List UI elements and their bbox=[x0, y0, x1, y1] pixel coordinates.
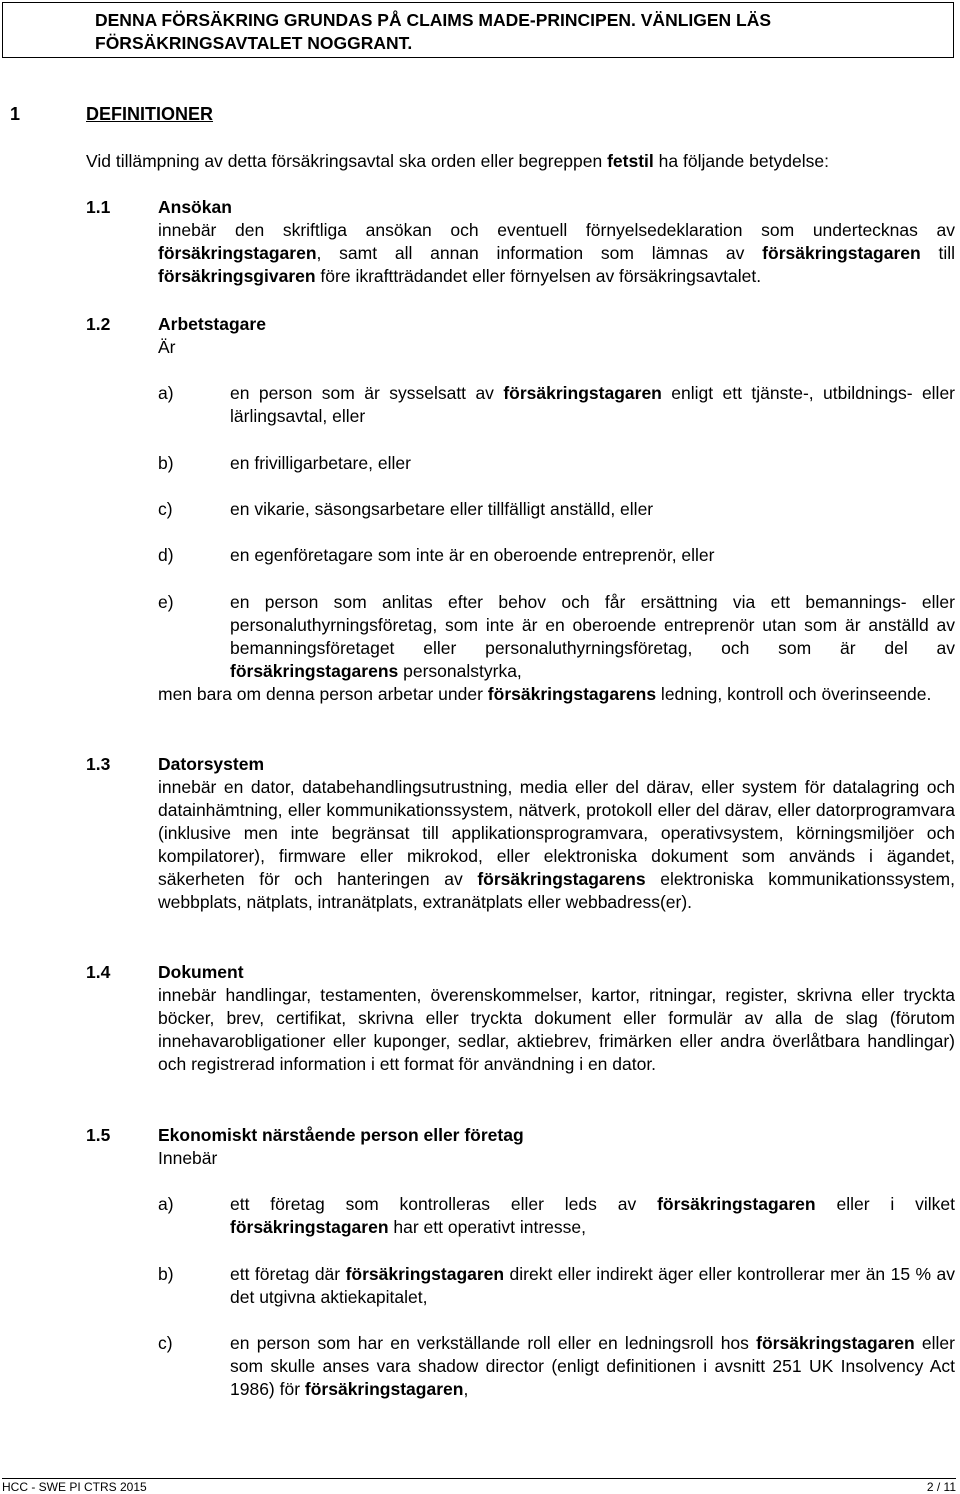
bold-term: försäkringstagaren bbox=[756, 1333, 915, 1353]
bold-term: försäkringstagaren bbox=[345, 1264, 505, 1284]
bold-term: försäkringstagaren bbox=[230, 1217, 389, 1237]
list-item-e bbox=[158, 591, 955, 683]
intro-text: Vid tillämpning av detta försäkringsavtal ska orden eller begreppen bbox=[86, 151, 608, 171]
intro-text-end: ha följande betydelse: bbox=[653, 151, 829, 171]
banner-line-2: FÖRSÄKRINGSAVTALET NOGGRANT. bbox=[95, 33, 413, 53]
list-item-c bbox=[158, 1332, 955, 1401]
text: direkt eller indirekt äger eller kontrollerar mer än 15 % av det utgivna aktiekapitalet, bbox=[230, 1264, 956, 1307]
item-label: b) bbox=[158, 1264, 174, 1284]
definition-1-5 bbox=[86, 1124, 955, 1170]
definition-title: Datorsystem bbox=[158, 754, 265, 774]
bold-term: försäkringstagaren bbox=[762, 243, 921, 263]
item-label: d) bbox=[158, 545, 174, 565]
definition-1-2 bbox=[86, 313, 955, 359]
item-text bbox=[230, 1263, 955, 1309]
list-item-d bbox=[158, 544, 955, 567]
definition-1-3 bbox=[86, 753, 955, 914]
text: men bara om denna person arbetar under bbox=[158, 684, 488, 704]
definition-number: 1.1 bbox=[86, 197, 111, 217]
definition-subtitle: Är bbox=[158, 337, 176, 357]
bold-term: försäkringstagaren bbox=[657, 1194, 816, 1214]
intro-paragraph bbox=[86, 150, 829, 173]
text: elektroniska kommunikationssystem, webbplats, nätplats, intranätplats, extranätplats eller webbadress(er). bbox=[158, 869, 955, 912]
definition-title: Arbetstagare bbox=[158, 314, 266, 334]
bold-term: försäkringstagarens bbox=[487, 684, 657, 704]
text: en person som anlitas efter behov och får ersättning via ett bemannings- eller personaluthyrningsföretag, som inte är en oberoende entreprenör utan som är anställd av bemanningsföretaget eller personaluthyrningsföretag, och som är del av bbox=[230, 592, 955, 658]
banner-line-1: DENNA FÖRSÄKRING GRUNDAS PÅ CLAIMS MADE-PRINCIPEN. VÄNLIGEN LÄS bbox=[95, 10, 772, 30]
heading-title: DEFINITIONER bbox=[86, 104, 214, 124]
definition-1-1 bbox=[86, 196, 955, 288]
text: en person som har en verkställande roll eller en ledningsroll hos bbox=[230, 1333, 757, 1353]
footer-divider bbox=[2, 1478, 956, 1479]
claims-made-banner bbox=[2, 2, 954, 58]
text: eller som skulle anses vara shadow director (enligt definitionen i avsnitt 251 UK Insolvency Act 1986) för bbox=[230, 1333, 955, 1399]
bold-term: försäkringstagaren bbox=[503, 383, 662, 403]
text: , samt all annan information som lämnas av bbox=[316, 243, 763, 263]
definition-number: 1.3 bbox=[86, 754, 111, 774]
item-label: e) bbox=[158, 592, 174, 612]
item-label: a) bbox=[158, 1194, 174, 1214]
item-text bbox=[230, 1332, 955, 1401]
text: en person som är sysselsatt av bbox=[230, 383, 504, 403]
tail-text bbox=[158, 683, 955, 706]
definition-number: 1.5 bbox=[86, 1125, 111, 1145]
text: eller i vilket bbox=[815, 1194, 955, 1214]
text: ledning, kontroll och överinseende. bbox=[656, 684, 932, 704]
item-label: a) bbox=[158, 383, 174, 403]
definition-number: 1.2 bbox=[86, 314, 111, 334]
definition-subtitle: Innebär bbox=[158, 1148, 218, 1168]
item-text: en frivilligarbetare, eller bbox=[230, 453, 411, 473]
footer-document-code: HCC - SWE PI CTRS 2015 bbox=[2, 1480, 147, 1494]
bold-term: försäkringstagaren bbox=[304, 1379, 464, 1399]
definition-title: Dokument bbox=[158, 962, 244, 982]
item-text bbox=[230, 382, 955, 428]
text: ett företag som kontrolleras eller leds av bbox=[230, 1194, 658, 1214]
list-item-a bbox=[158, 382, 955, 428]
list-item-b bbox=[158, 1263, 955, 1309]
definition-title: Ansökan bbox=[158, 197, 232, 217]
definition-body bbox=[158, 219, 955, 288]
item-label: b) bbox=[158, 453, 174, 473]
definition-body bbox=[158, 776, 955, 914]
text: enligt ett tjänste-, utbildnings- eller lärlingsavtal, eller bbox=[230, 383, 956, 426]
text: till bbox=[920, 243, 955, 263]
item-text bbox=[230, 591, 955, 683]
text: ett företag där bbox=[230, 1264, 346, 1284]
list-item-a bbox=[158, 1193, 955, 1239]
bold-term: försäkringsgivaren bbox=[158, 266, 316, 286]
item-text: en egenföretagare som inte är en oberoende entreprenör, eller bbox=[230, 545, 715, 565]
definition-title: Ekonomiskt närstående person eller företag bbox=[158, 1125, 524, 1145]
definition-body: innebär handlingar, testamenten, överenskommelser, kartor, ritningar, register, skrivna eller tryckta böcker, brev, certifikat, skrivna eller tryckta dokument eller formulär av alla de slag (förutom innehavarobligationer eller kuponger, sedlar, aktiebrev, frimärken eller andra överlåtbara handlingar) och registrerad information i ett format för användning i en dator. bbox=[158, 985, 955, 1074]
list-item-b bbox=[158, 452, 955, 475]
intro-bold: fetstil bbox=[607, 151, 654, 171]
section-heading bbox=[10, 104, 213, 125]
list-item-c bbox=[158, 498, 955, 521]
text: före ikraftträdandet eller förnyelsen av försäkringsavtalet. bbox=[315, 266, 762, 286]
text: personalstyrka, bbox=[398, 661, 522, 681]
item-label: c) bbox=[158, 1333, 173, 1353]
text: , bbox=[463, 1379, 469, 1399]
text: innebär den skriftliga ansökan och eventuell förnyelsedeklaration som undertecknas av bbox=[158, 220, 955, 240]
item-text bbox=[230, 1193, 955, 1239]
heading-number: 1 bbox=[10, 104, 21, 124]
bold-term: försäkringstagaren bbox=[158, 243, 317, 263]
text: innebär en dator, databehandlingsutrustning, media eller del därav, eller system för datalagring och datainhämtning, eller kommunikationssystem, nätverk, protokoll eller del därav, eller datorprogramvara (inklusive men inte begränsat till applikationsprogramvara, operativsystem, körningsmiljöer och kompilatorer), firmware eller mikrokod, eller elektroniska dokument som används i ägandet, säkerheten för och hanteringen av bbox=[158, 777, 955, 889]
definition-1-4 bbox=[86, 961, 955, 1076]
bold-term: försäkringstagarens bbox=[230, 661, 399, 681]
item-text: en vikarie, säsongsarbetare eller tillfälligt anställd, eller bbox=[230, 499, 654, 519]
definition-number: 1.4 bbox=[86, 962, 111, 982]
text: har ett operativt intresse, bbox=[388, 1217, 586, 1237]
item-label: c) bbox=[158, 499, 173, 519]
bold-term: försäkringstagarens bbox=[477, 869, 646, 889]
footer-page-number: 2 / 11 bbox=[926, 1480, 956, 1494]
definition-1-2-tail bbox=[158, 683, 955, 706]
